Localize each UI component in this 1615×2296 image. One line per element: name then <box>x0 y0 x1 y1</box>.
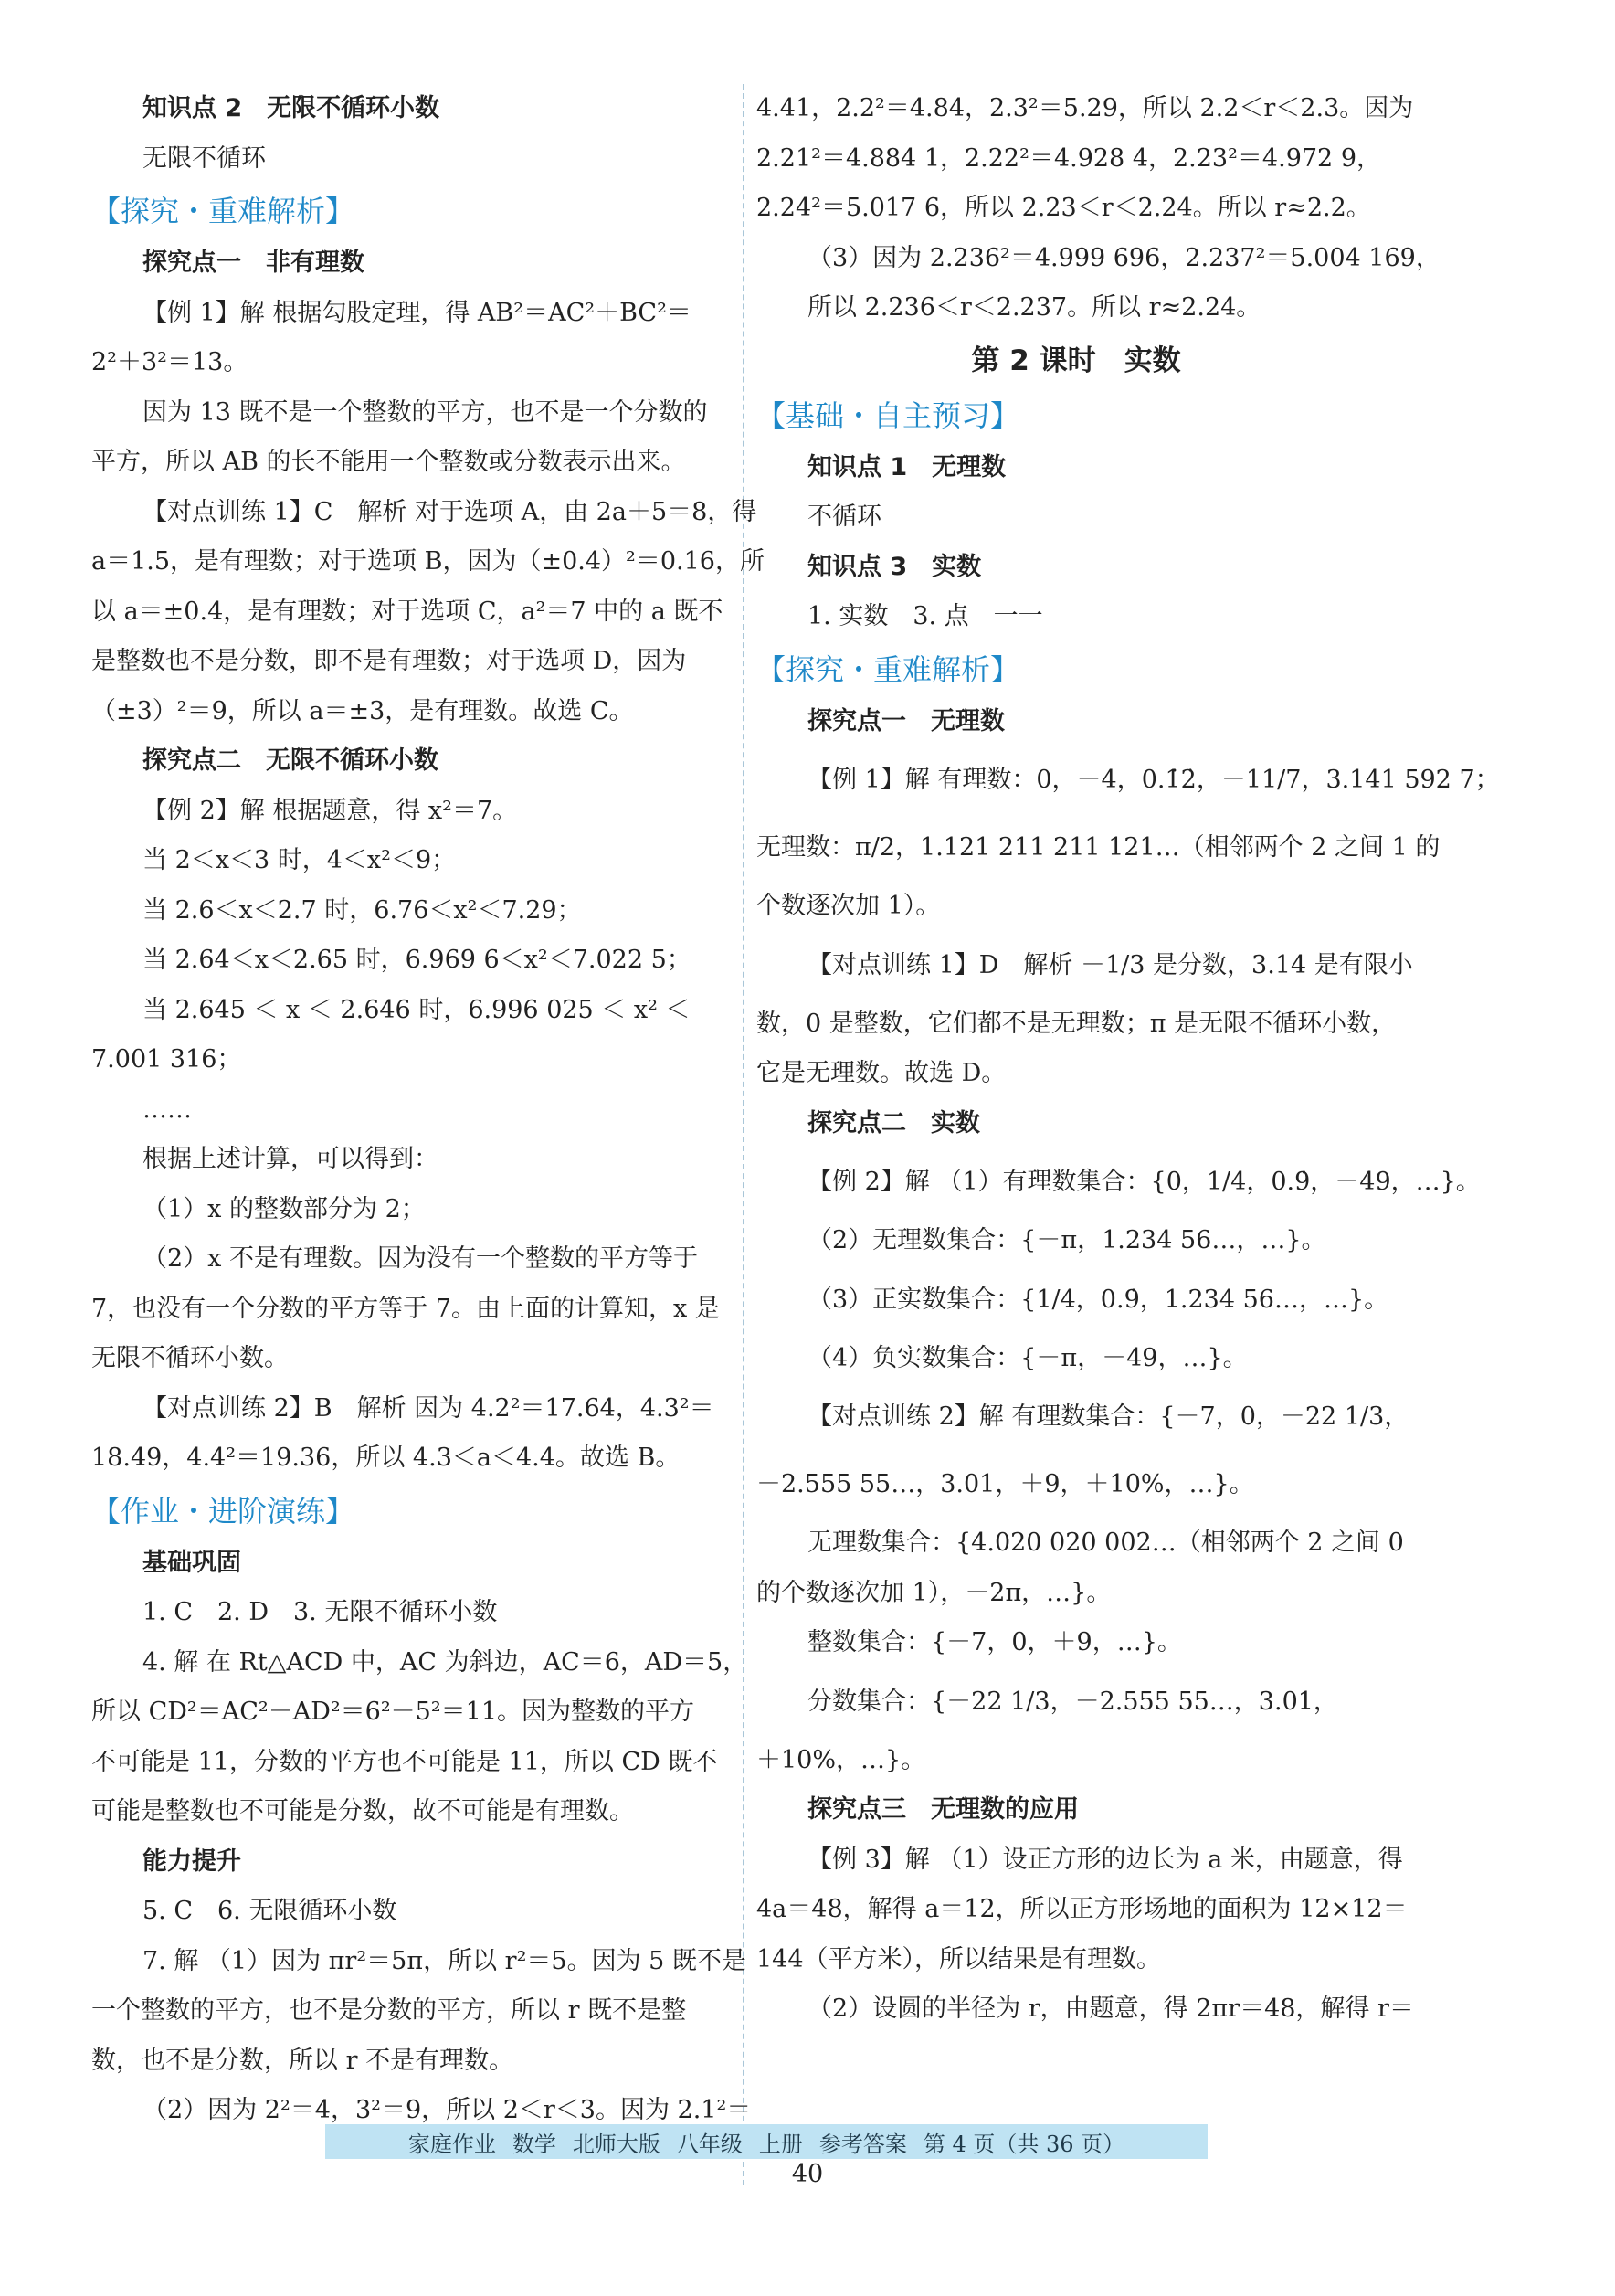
left-text-line: 可能是整数也不可能是分数，故不可能是有理数。 <box>91 1797 634 1825</box>
left-text-line: 【例 2】解 根据题意，得 x²＝7。 <box>142 796 518 825</box>
right-text-line: 无理数集合：{4.020 020 002…（相邻两个 2 之间 0 <box>808 1529 1404 1557</box>
left-text-line: 7. 解 （1）因为 πr²＝5π，所以 r²＝5。因为 5 既不是 <box>142 1946 746 1975</box>
right-text-line: ＋10%，…}。 <box>756 1745 926 1774</box>
right-text-line: 4.41，2.2²＝4.84，2.3²＝5.29，所以 2.2＜r＜2.3。因为 <box>756 94 1414 122</box>
right-text-line: 144（平方米），所以结果是有理数。 <box>756 1944 1162 1973</box>
footer-part: 北师大版 <box>572 2131 660 2157</box>
left-text-line: 所以 CD²＝AC²－AD²＝6²－5²＝11。因为整数的平方 <box>91 1698 695 1726</box>
right-text-line: 【例 1】解 有理数：0，－4，0.1̇2̇，－11/7，3.141 592 7； <box>808 766 1500 794</box>
left-text-line: 1. C 2. D 3. 无限不循环小数 <box>142 1598 498 1626</box>
left-text-line: 7，也没有一个分数的平方等于 7。由上面的计算知，x 是 <box>91 1294 720 1323</box>
left-text-line: （±3）²＝9，所以 a＝±3，是有理数。故选 C。 <box>91 696 634 725</box>
footer-banner <box>325 2124 1208 2159</box>
left-text-line: 因为 13 既不是一个整数的平方，也不是一个分数的 <box>142 397 708 427</box>
right-text-line: 分数集合：{－22 1/3，－2.555 55…，3.01， <box>808 1687 1338 1716</box>
left-text-line: 探究点二 无限不循环小数 <box>142 746 438 775</box>
left-text-line: 一个整数的平方，也不是分数的平方，所以 r 既不是整 <box>91 1996 687 2025</box>
footer-part: 数学 <box>512 2131 556 2157</box>
left-text-line: （2）因为 2²＝4，3²＝9，所以 2＜r＜3。因为 2.1²＝ <box>142 2096 752 2124</box>
left-text-line: 以 a＝±0.4，是有理数；对于选项 C，a²＝7 中的 a 既不 <box>91 597 723 626</box>
right-text-line: 的个数逐次加 1），－2π，…}。 <box>756 1578 1112 1607</box>
column-divider <box>743 84 744 2185</box>
right-text-line: 个数逐次加 1）。 <box>756 892 941 920</box>
left-text-line: 当 2.6＜x＜2.7 时，6.76＜x²＜7.29； <box>142 895 582 925</box>
left-text-line: 平方，所以 AB 的长不能用一个整数或分数表示出来。 <box>91 448 686 476</box>
left-column <box>91 84 765 2136</box>
left-text-line: 18.49，4.4²＝19.36，所以 4.3＜a＜4.4。故选 B。 <box>91 1444 681 1472</box>
right-text-line: 整数集合：{－7，0，＋9，…}。 <box>808 1628 1182 1656</box>
right-text-line: 不循环 <box>808 503 881 531</box>
right-text-line: （2）设圆的半径为 r，由题意，得 2πr＝48，解得 r＝ <box>808 1994 1414 2023</box>
left-text-line: 无限不循环小数。 <box>91 1344 289 1372</box>
right-text-line: （4）负实数集合：{－π，－49，…}。 <box>808 1343 1248 1372</box>
left-text-line: 基础巩固 <box>142 1548 241 1577</box>
right-text-line: 【基础・自主预习】 <box>756 397 1020 433</box>
footer-part: 参考答案 <box>818 2131 907 2157</box>
right-text-line: 2.24²＝5.017 6，所以 2.23＜r＜2.24。所以 r≈2.2。 <box>756 194 1371 222</box>
left-text-line: 当 2.645 ＜ x ＜ 2.646 时，6.996 025 ＜ x² ＜ <box>142 995 691 1024</box>
right-text-line: 探究点一 无理数 <box>808 706 1005 735</box>
left-text-line: 不可能是 11，分数的平方也不可能是 11，所以 CD 既不 <box>91 1747 718 1776</box>
left-text-line: 无限不循环 <box>142 143 266 173</box>
left-text-line: 7.001 316； <box>91 1045 242 1074</box>
right-text-line: 1. 实数 3. 点 一一 <box>808 602 1043 630</box>
left-text-line: 2²＋3²＝13。 <box>91 348 248 376</box>
left-text-line: 探究点一 非有理数 <box>142 249 364 277</box>
left-text-line: 根据上述计算，可以得到： <box>142 1145 438 1173</box>
left-text-line: 【探究・重难解析】 <box>91 194 355 228</box>
page-number: 40 <box>791 2160 824 2188</box>
left-text-line: 数，也不是分数，所以 r 不是有理数。 <box>91 2046 514 2075</box>
right-text-line: 探究点三 无理数的应用 <box>808 1795 1079 1824</box>
right-text-line: 【探究・重难解析】 <box>756 651 1020 687</box>
right-text-line: －2.555 55…，3.01，＋9，＋10%，…}。 <box>756 1470 1254 1498</box>
right-text-line: 2.21²＝4.884 1，2.22²＝4.928 4，2.23²＝4.972 9， <box>756 143 1381 173</box>
left-text-line: 【例 1】解 根据勾股定理，得 AB²＝AC²＋BC²＝ <box>142 298 691 327</box>
right-text-line: （3）正实数集合：{1/4，0.9̇，1.234 56…，…}。 <box>808 1285 1389 1314</box>
left-text-line: a＝1.5，是有理数；对于选项 B，因为（±0.4）²＝0.16，所 <box>91 547 765 576</box>
right-text-line: 它是无理数。故选 D。 <box>756 1059 1007 1087</box>
right-column <box>756 84 1500 2035</box>
left-text-line: 5. C 6. 无限循环小数 <box>142 1897 397 1925</box>
right-text-line: 【例 3】解 （1）设正方形的边长为 a 米，由题意，得 <box>808 1845 1403 1874</box>
footer-part: 八年级 <box>676 2131 743 2157</box>
right-text-line: 第 2 课时 实数 <box>971 344 1181 377</box>
right-text-line: 探究点二 实数 <box>808 1108 980 1137</box>
left-text-line: 是整数也不是分数，即不是有理数；对于选项 D，因为 <box>91 647 687 675</box>
footer-part: 上册 <box>758 2131 803 2157</box>
right-text-line: 所以 2.236＜r＜2.237。所以 r≈2.24。 <box>808 293 1261 322</box>
right-text-line: （3）因为 2.236²＝4.999 696，2.237²＝5.004 169， <box>808 243 1441 272</box>
right-text-line: 知识点 3 实数 <box>808 552 982 581</box>
left-text-line: 当 2＜x＜3 时，4＜x²＜9； <box>142 846 457 874</box>
right-text-line: 【例 2】解 （1）有理数集合：{0，1/4，0.9̇，－49，…}。 <box>808 1168 1481 1196</box>
right-text-line: 【对点训练 2】解 有理数集合：{－7，0，－22 1/3， <box>808 1402 1409 1431</box>
right-text-line: （2）无理数集合：{－π，1.234 56…，…}。 <box>808 1226 1326 1254</box>
left-text-line: （2）x 不是有理数。因为没有一个整数的平方等于 <box>142 1244 698 1273</box>
right-text-line: 【对点训练 1】D 解析 －1/3 是分数，3.14 是有限小 <box>808 950 1413 979</box>
footer-part: 家庭作业 <box>407 2131 496 2157</box>
left-text-line: 4. 解 在 Rt△ACD 中，AC 为斜边，AC＝6，AD＝5， <box>142 1647 748 1677</box>
left-text-line: 【对点训练 1】C 解析 对于选项 A，由 2a＋5＝8，得 <box>142 497 757 526</box>
footer-part: 第 4 页（共 36 页） <box>923 2131 1125 2157</box>
right-text-line: 4a＝48，解得 a＝12，所以正方形场地的面积为 12×12＝ <box>756 1895 1408 1923</box>
left-text-line: …… <box>142 1095 192 1124</box>
right-text-line: 知识点 1 无理数 <box>808 452 1007 481</box>
right-text-line: 无理数：π/2，1.121 211 211 121…（相邻两个 2 之间 1 的 <box>756 833 1441 862</box>
left-text-line: （1）x 的整数部分为 2； <box>142 1194 426 1223</box>
left-text-line: 知识点 2 无限不循环小数 <box>142 94 440 122</box>
left-text-line: 【对点训练 2】B 解析 因为 4.2²＝17.64，4.3²＝ <box>142 1393 714 1423</box>
left-text-line: 【作业・进阶演练】 <box>91 1493 355 1529</box>
right-text-line: 数，0 是整数，它们都不是无理数；π 是无限不循环小数， <box>756 1009 1397 1038</box>
left-text-line: 能力提升 <box>142 1846 241 1876</box>
left-text-line: 当 2.64＜x＜2.65 时，6.969 6＜x²＜7.022 5； <box>142 946 691 974</box>
